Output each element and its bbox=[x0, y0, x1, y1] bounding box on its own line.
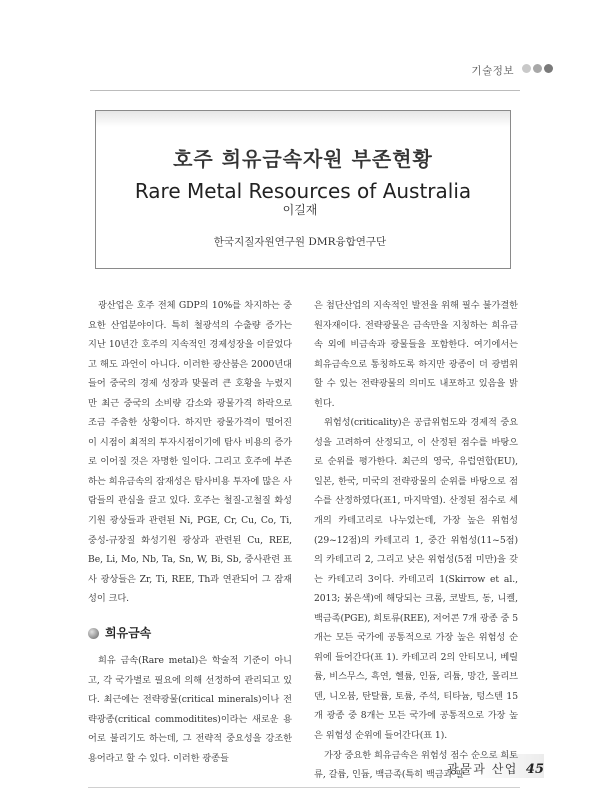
footer-divider bbox=[88, 787, 520, 788]
dot-icon-3 bbox=[544, 64, 553, 73]
left-column bbox=[88, 296, 292, 769]
korean-title: 호주 희유금속자원 부존현황 bbox=[173, 147, 433, 171]
page-number: 45 bbox=[525, 762, 544, 777]
footer-publication: 광물과 산업 bbox=[447, 762, 518, 776]
continued-paragraph: 은 첨단산업의 지속적인 발전을 위해 필수 불가결한 원자재이다. 전략광물은 금속만을 지칭하는 희유금속 외에 비금속과 광물들을 포함한다. 여기에서는 희유금속으로 통칭하도록 하지만 광종이 더 광범위할 수 있는 전략광물의 의미도 내포하고 있음을 밝힌다. bbox=[314, 300, 518, 409]
dot-icon-2 bbox=[533, 64, 542, 73]
page-footer bbox=[447, 760, 544, 777]
importance-paragraph: 가장 중요한 희유금속은 위험성 점수 순으로 희토류, 갈륨, 인듐, 백금족(특히 백금과 팔 bbox=[314, 749, 518, 781]
section-bullet-icon bbox=[88, 628, 99, 639]
author-affiliation: 한국지질자원연구원 DMR융합연구단 bbox=[213, 236, 387, 248]
english-title: Rare Metal Resources of Australia bbox=[134, 179, 472, 203]
author-name: 이길재 bbox=[282, 203, 318, 217]
section-title: 희유금속 bbox=[105, 625, 152, 640]
right-column bbox=[314, 296, 518, 785]
category-dots bbox=[522, 64, 553, 73]
criticality-paragraph: 위험성(criticality)은 공급위험도와 경제적 중요성을 고려하여 산정되고, 이 산정된 점수를 바탕으로 순위를 평가한다. 최근의 영국, 유럽연합(EU), 일본, 한국, 미국의 전략광물의 순위를 바탕으로 점수를 산정하였다(표1, 마지막열). 산정된 점수로 세 개의 카테고리로 나누었는데, 가장 높은 위험성(29~12점)의 카테고리 1, 중간 위험성(11~5점)의 카테고리 2, 그리고 낮은 위험성(5점 미만)을 갖는 카테고리 3이다. 카테고리 1(Skirrow et al., 2013; 붉은색)에 해당되는 크롬, 코발트, 동, 니켈, 백금족(PGE), 희토류(REE), 저어콘 7개 광종 중 5개는 모든 국가에 공통적으로 가장 높은 위험성 순위에 들어간다(표 1). 카테고리 2의 안티모니, 베릴륨, 비스무스, 흑연, 헬륨, 인듐, 리튬, 망간, 몰리브덴, 니오븀, 탄탈륨, 토륨, 주석, 티타늄, 텅스텐 15개 광종 중 8개는 모든 국가에 공통적으로 가장 높은 위험성 순위에 들어간다(표 1). bbox=[314, 417, 518, 742]
header-divider bbox=[90, 90, 520, 91]
title-box-shade bbox=[96, 111, 510, 127]
rare-metal-paragraph: 희유 금속(Rare metal)은 학술적 기준이 아니고, 각 국가별로 필요에 의해 선정하여 관리되고 있다. 최근에는 전략광물(critical minerals)이나 전략광종(critical commoditites)이라는 새로운 용어로 불리기도 하는데, 그 전략적 중요성을 강조한 용어라고 할 수 있다. 이러한 광종들 bbox=[88, 655, 292, 765]
dot-icon-1 bbox=[522, 64, 531, 73]
intro-paragraph: 광산업은 호주 전체 GDP의 10%를 차지하는 중요한 산업분야이다. 특히 철광석의 수출량 증가는 지난 10년간 호주의 지속적인 경제성장을 이끌었다고 해도 과언이 아니다. 이러한 광산붐은 2000년대 들어 중국의 경제 성장과 맞물려 큰 호황을 누렸지만 최근 중국의 소비량 감소와 광물가격 하락으로 조금 주춤한 상황이다. 하지만 광물가격이 떨어진 이 시점이 최적의 투자시점이기에 탐사 비용의 증가로 이어질 것은 자명한 일이다. 그리고 호주에 부존하는 희유금속의 잠재성은 탐사비용 투자에 많은 사람들의 관심을 끌고 있다. 호주는 철질-고철질 화성기원 광상들과 관련된 Ni, PGE, Cr, Cu, Co, Ti, 중성-규장질 화성기원 광상과 관련된 Cu, REE, Be, Li, Mo, Nb, Ta, Sn, W, Bi, Sb, 중사관련 표사 광상들은 Zr, Ti, REE, Th과 연관되어 그 잠재성이 크다. bbox=[88, 300, 292, 605]
category-label: 기술정보 bbox=[471, 65, 514, 77]
section-heading bbox=[88, 624, 292, 644]
